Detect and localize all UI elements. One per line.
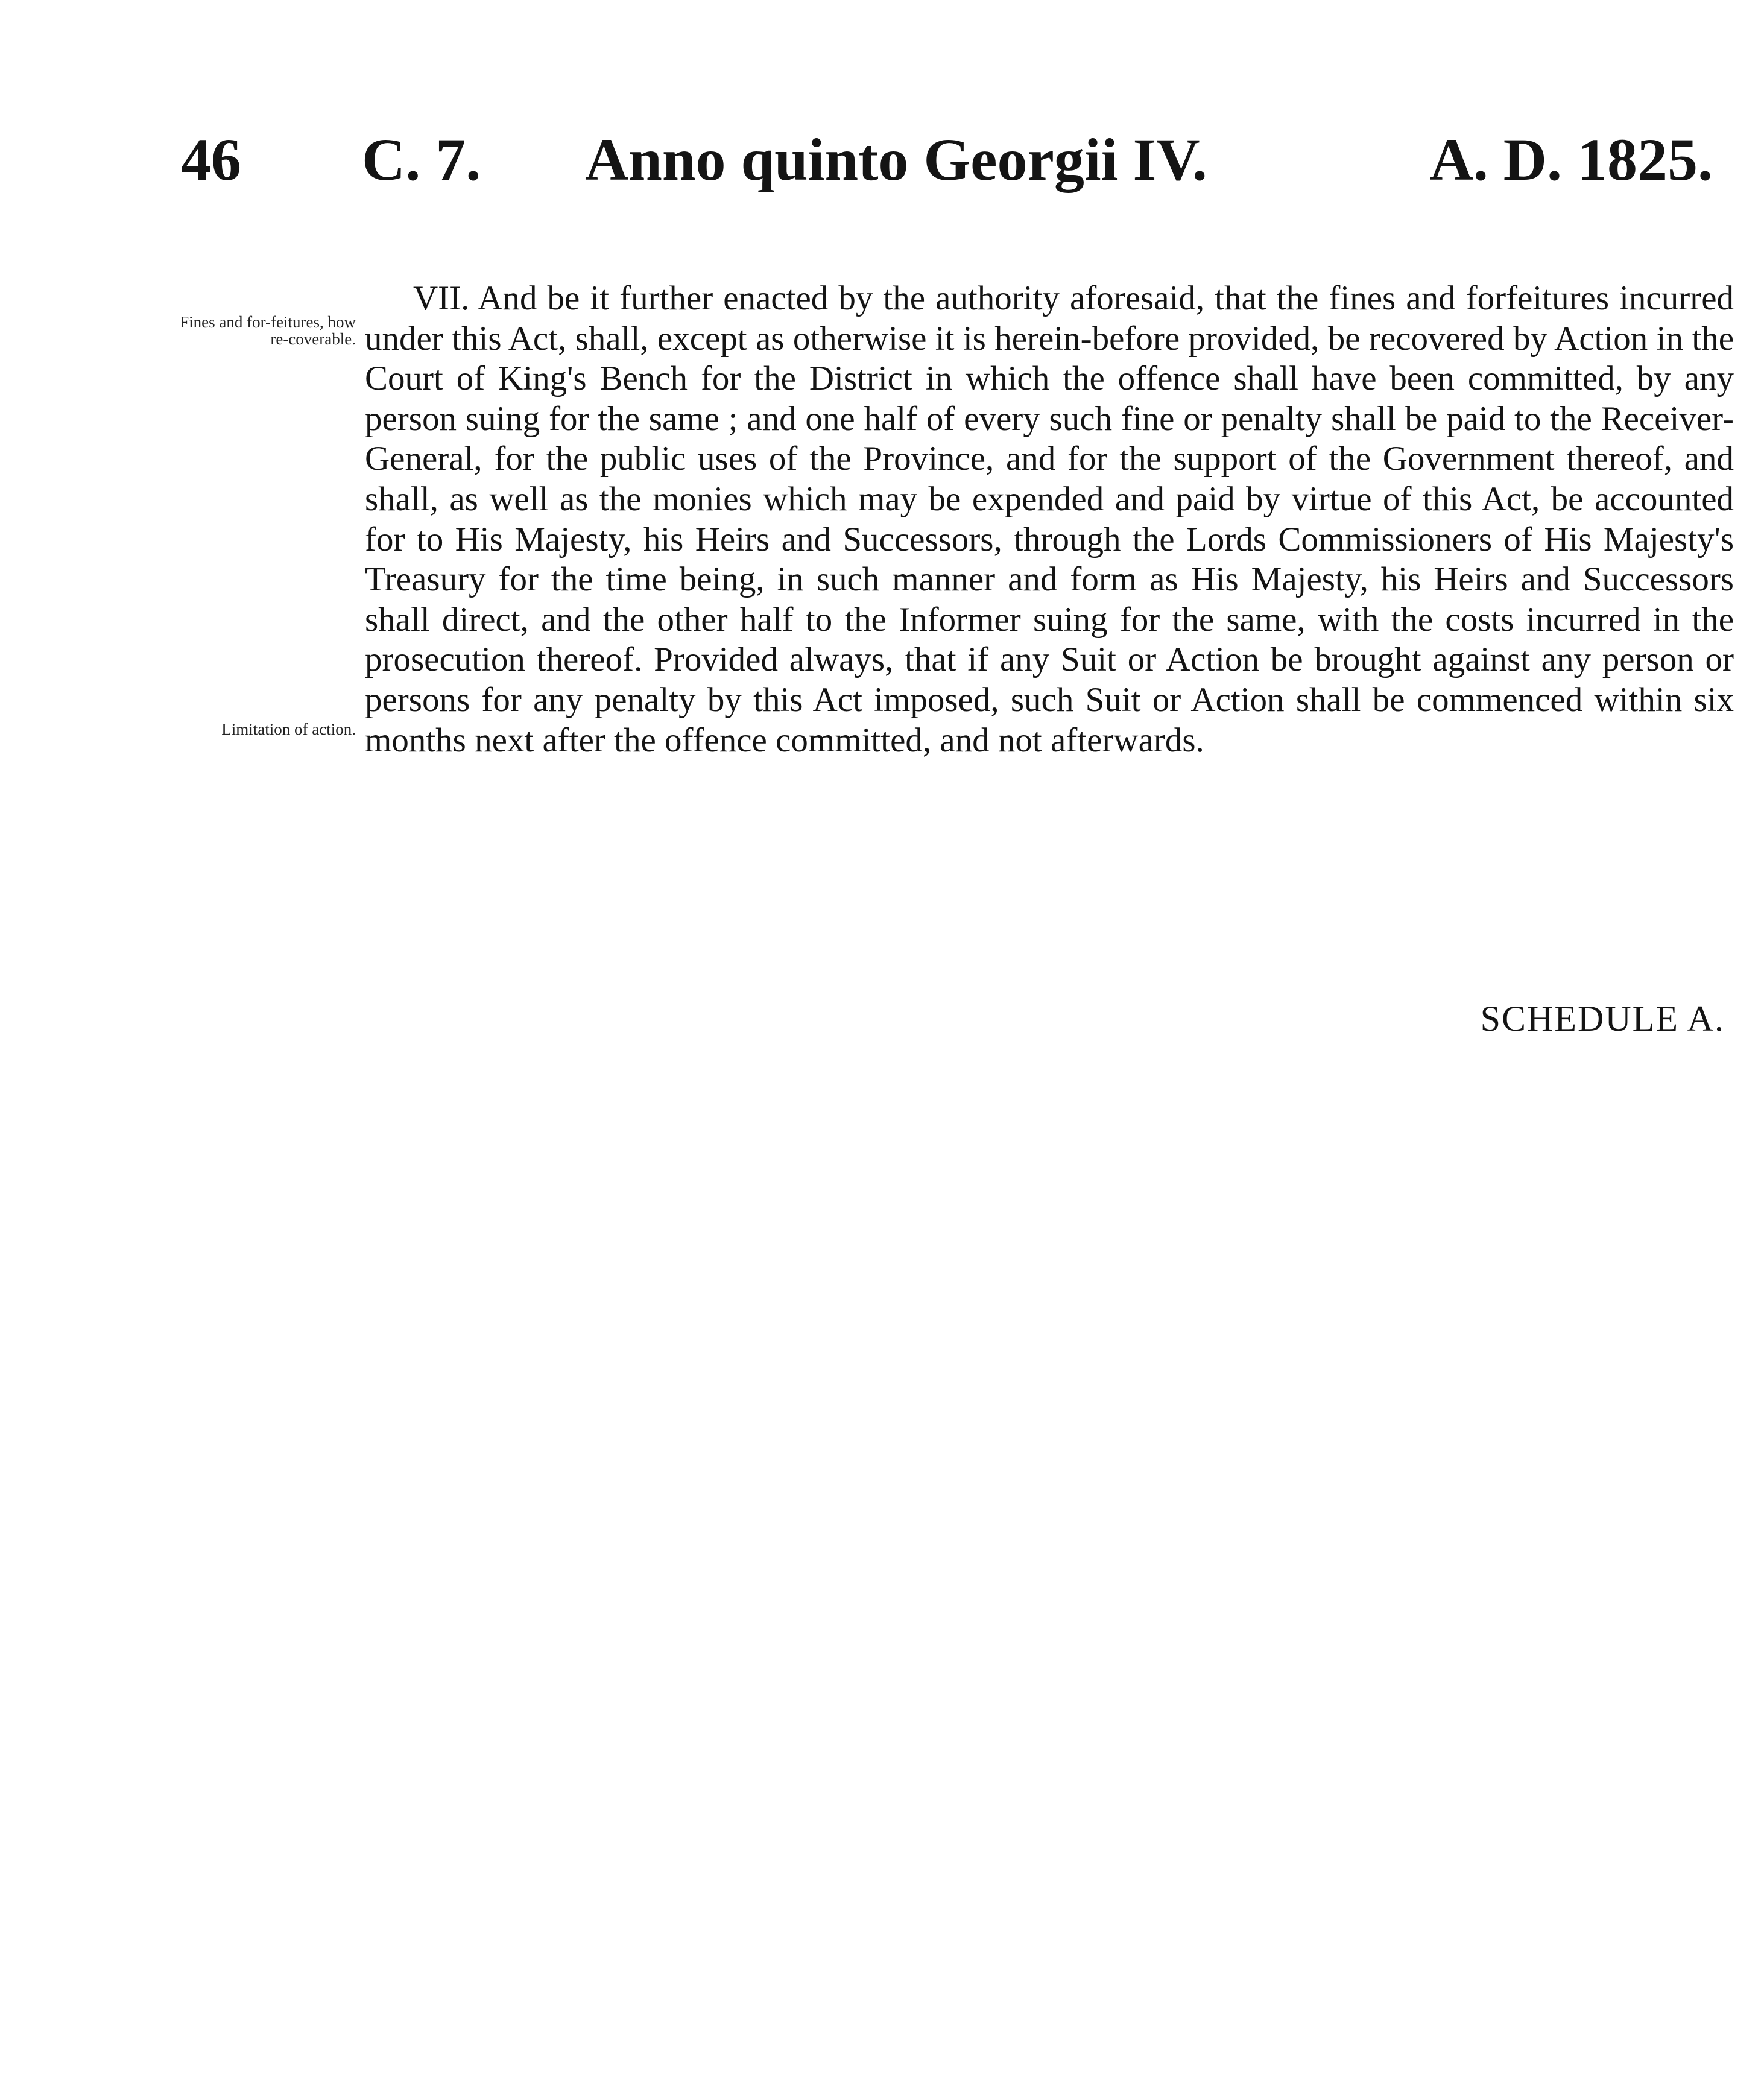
regnal-year: Anno quinto Georgii IV. xyxy=(585,126,1207,193)
running-header xyxy=(181,115,1713,205)
anno-domini: A. D. 1825. xyxy=(1429,126,1713,193)
section-vii-text: VII. And be it further enacted by the authority aforesaid, that the fines and forfeitures incurred under this Act, shall, except as otherwise it is herein-before provided, be recovered by Action in the Court of King's Bench for the District in which the offence shall have been committed, by any person suing for the same ; and one half of every such fine or penalty shall be paid to the Receiver-General, for the public uses of the Province, and for the support of the Government thereof, and shall, as well as the monies which may be expended and paid by virtue of this Act, be accounted for to His Majesty, his Heirs and Successors, through the Lords Commissioners of His Majesty's Treasury for the time being, in such manner and form as His Majesty, his Heirs and Successors shall direct, and the other half to the Informer suing for the same, with the costs incurred in the prosecution thereof. Provided always, that if any Suit or Action be brought against any person or persons for any penalty by this Act imposed, such Suit or Action shall be commenced within six months next after the offence committed, and not afterwards. xyxy=(365,279,1734,759)
margin-note-limitation: Limitation of action. xyxy=(221,720,356,738)
margin-note-fines: Fines and for-feitures, how re-coverable. xyxy=(180,313,356,348)
page-number: 46 xyxy=(181,126,241,193)
catchword-schedule: SCHEDULE A. xyxy=(1480,999,1725,1039)
chapter-number: C. 7. xyxy=(362,126,481,193)
